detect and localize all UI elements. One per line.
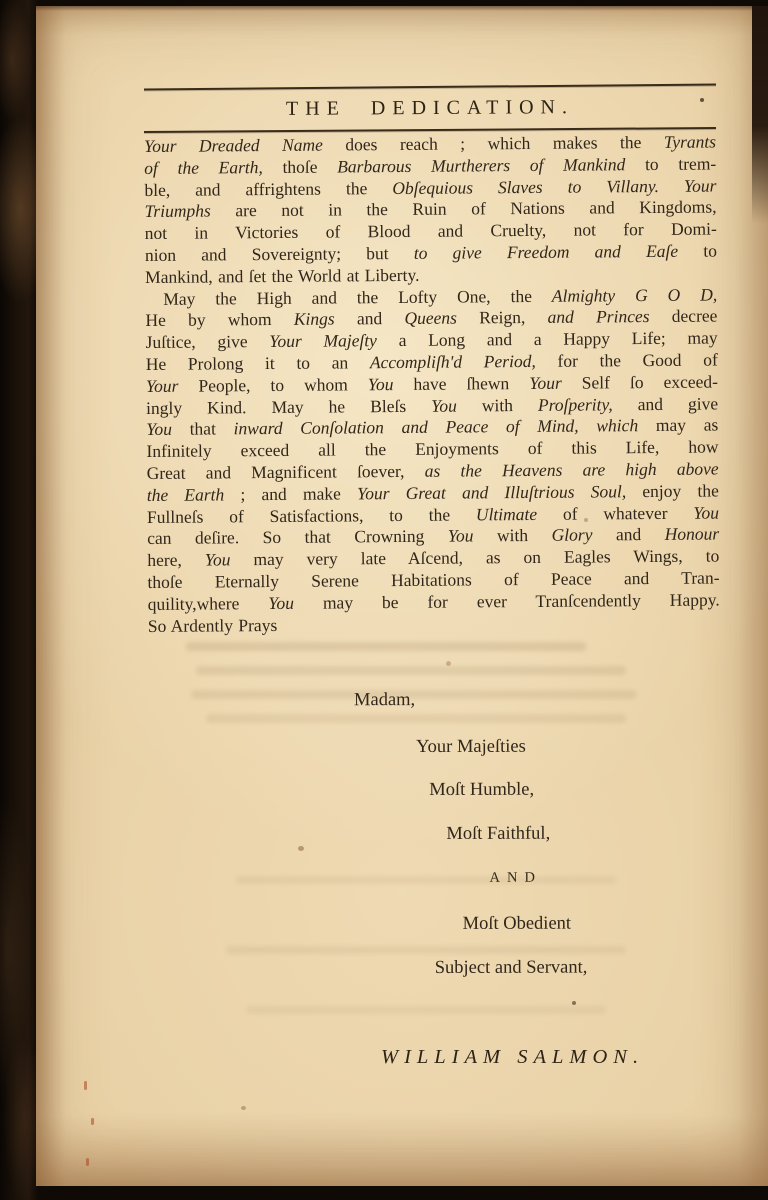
page-speck (298, 846, 304, 851)
bleedthrough-smudge (236, 876, 616, 884)
roman-run: Juſtice, give (145, 331, 270, 353)
roman-run: thoſe Eternally Serene Habitations of Peace and Tran- (147, 567, 720, 592)
bleedthrough-smudge (206, 714, 626, 723)
italic-run: You (146, 419, 173, 440)
closing-line: Madam, (354, 690, 416, 711)
italic-run: You (693, 502, 720, 523)
page-speck (86, 1158, 89, 1166)
text-line (145, 240, 717, 266)
italic-run: Barbarous Murtherers of Mankind (337, 154, 626, 177)
italic-run: of the Earth, (144, 156, 263, 178)
italic-run: as the Heavens are high above (424, 458, 719, 481)
page-top-edge (36, 6, 768, 11)
roman-run: thoſe (262, 156, 338, 177)
italic-run: Almighty G O D, (551, 284, 718, 306)
italic-run: Ultimate (475, 503, 538, 524)
roman-run: may very late Aſcend, as on Eagles Wings, to (230, 545, 720, 570)
book-binding (0, 0, 38, 1200)
roman-run: with (473, 525, 552, 546)
closing-line: Moſt Obedient (462, 913, 572, 934)
roman-run: enjoy the (626, 480, 719, 501)
roman-run: to trem- (625, 153, 717, 175)
italic-run: and Princes (547, 306, 650, 328)
closing-line: AND (489, 869, 542, 886)
italic-run: Your Dreaded Name (144, 134, 323, 156)
italic-run: Your (529, 372, 562, 393)
roman-run: Fullneſs of Satisfactions, to the (146, 503, 476, 527)
italic-run: the Earth (146, 484, 225, 505)
roman-run: and (334, 308, 405, 329)
roman-run: may be for ever Tranſcendently Happy. (293, 589, 720, 613)
italic-run: to give Freedom and Eaſe (413, 240, 679, 263)
closing-line: Moſt Faithful, (446, 823, 551, 844)
roman-run: here, (147, 549, 205, 571)
page-speck (91, 1118, 94, 1125)
italic-run: Kings (293, 308, 335, 330)
italic-run: Honour (664, 523, 720, 545)
italic-run: You (431, 395, 457, 416)
roman-run: ingly Kind. May he Bleſs (146, 395, 432, 418)
roman-run: a Long and a Happy Life; may (376, 327, 718, 351)
roman-run: and (592, 524, 665, 545)
italic-run: You (447, 525, 474, 546)
closing-line: Moſt Humble, (429, 779, 535, 801)
roman-run: may as (638, 414, 719, 436)
text-line (148, 589, 720, 615)
italic-run: Queens (404, 307, 457, 329)
book-page (36, 6, 768, 1186)
page-speck (446, 661, 451, 666)
paragraph (144, 132, 717, 289)
roman-run: not in Victories of Blood and Cruelty, not for Domi- (144, 218, 717, 244)
paragraph (145, 284, 720, 637)
page-speck (572, 1001, 576, 1005)
closing-line: Your Majeſties (416, 736, 526, 758)
roman-run: So Ardently Prays (147, 614, 278, 636)
roman-run: Infinitely exceed all the Enjoyments of this Life, how (146, 436, 719, 462)
page-speck (84, 1081, 87, 1090)
roman-run (659, 175, 684, 195)
roman-run: He Prolong it to an (145, 352, 370, 374)
signature: WILLIAM SALMON. (381, 1046, 645, 1068)
roman-run: decree (649, 305, 718, 327)
header-rule-top (144, 84, 716, 91)
bleedthrough-smudge (196, 666, 626, 675)
roman-run: Mankind, and ſet the World at Liberty. (145, 264, 420, 287)
italic-run: You (204, 549, 231, 570)
roman-run: to (678, 240, 717, 261)
italic-run: Your Great and Illuſtrious Soul, (356, 480, 627, 504)
italic-run: Your Majeſty (269, 330, 377, 352)
italic-run: Tyrants (663, 131, 717, 152)
roman-run: ble, and affrightens the (144, 177, 393, 200)
roman-run: of whatever (537, 502, 694, 524)
roman-run: quility,where (147, 592, 269, 614)
closing-line: Subject and Servant, (434, 957, 588, 978)
roman-run: that (171, 418, 234, 440)
page-title: THE DEDICATION. (285, 96, 575, 120)
italic-run: Glory (551, 524, 593, 546)
roman-run: ; and make (224, 483, 358, 505)
bleedthrough-smudge (226, 946, 626, 954)
italic-run: You (268, 592, 295, 613)
roman-run: with (456, 394, 539, 416)
italic-run: Proſperity, (537, 393, 613, 415)
roman-run: can deſire. So that Crowning (147, 525, 448, 549)
italic-run: inward Conſolation and Peace of Mind, which (233, 415, 639, 439)
roman-run: He by whom (145, 309, 294, 331)
dedication-text (144, 132, 720, 638)
roman-run: are not in the Ruin of Nations and Kingdoms, (210, 196, 717, 221)
roman-run: Reign, (456, 307, 548, 328)
italic-run: Obſequious Slaves to Villany. (392, 175, 660, 198)
roman-run: for the Good of (535, 349, 718, 371)
italic-run: Triumphs (144, 200, 211, 222)
italic-run: You (367, 373, 394, 395)
page-corner-shadow (752, 6, 768, 224)
roman-run: Great and Magnificent ſoever, (146, 460, 425, 483)
roman-run: May the High and the Lofty One, the (163, 285, 552, 309)
bleedthrough-smudge (186, 642, 586, 651)
text-line (148, 611, 720, 637)
roman-run: People, to whom (178, 374, 368, 396)
roman-run: nion and Sovereignty; but (144, 242, 414, 265)
bleedthrough-smudge (246, 1006, 606, 1014)
italic-run: Your (683, 175, 717, 196)
roman-run: Self ſo exceed- (561, 371, 719, 393)
roman-run: and give (612, 393, 719, 414)
page-content (144, 86, 720, 1068)
roman-run: does reach ; which makes the (322, 131, 664, 155)
page-speck (241, 1106, 246, 1110)
italic-run: Your (145, 375, 179, 396)
roman-run: have ſhewn (393, 372, 530, 394)
italic-run: Accompliſh'd Period, (369, 350, 536, 373)
